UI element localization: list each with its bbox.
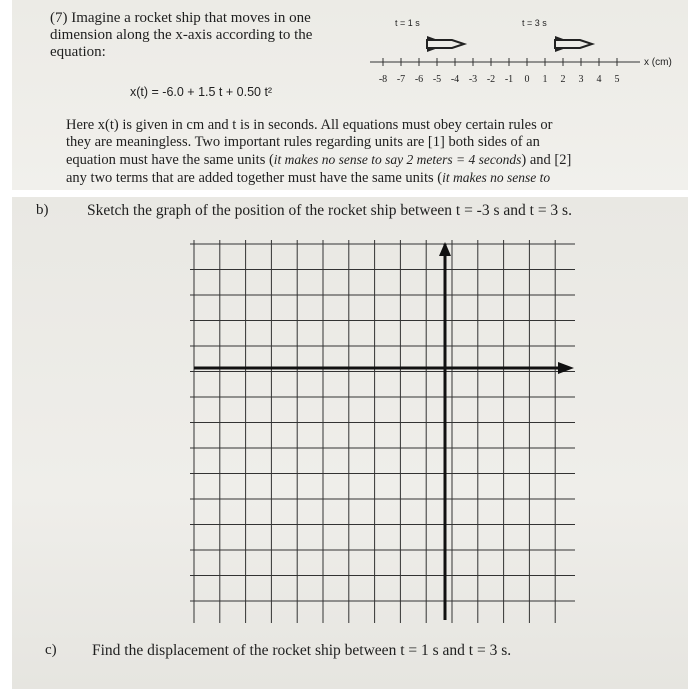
part-c-label: c)	[45, 642, 57, 658]
paragraph-line: Here x(t) is given in cm and t is in seconds. All equations must obey certain rules or	[66, 117, 553, 133]
label-t3: t = 3 s	[522, 18, 547, 28]
number-line-tick-label: 4	[596, 74, 602, 85]
number-line-tick-label: 5	[614, 74, 620, 85]
number-line-tick-label: -6	[414, 74, 424, 85]
number-line-tick-label: 2	[560, 74, 566, 85]
graph-grid	[190, 240, 580, 625]
number-line-tick-label: 1	[542, 74, 548, 85]
number-line-tick-label: -3	[468, 74, 478, 85]
label-t1: t = 1 s	[395, 18, 420, 28]
number-line-tick-label: -7	[396, 74, 406, 85]
number-line-tick-label: -5	[432, 74, 442, 85]
part-b-question: Sketch the graph of the position of the rocket ship between t = -3 s and t = 3 s.	[87, 202, 572, 219]
paragraph-line: any two terms that are added together must have the same units (it makes no sense to	[66, 170, 551, 186]
number-line-figure	[370, 30, 650, 90]
number-line-tick-label: -4	[450, 74, 460, 85]
units-paragraph	[66, 117, 626, 187]
rocket-icon	[427, 36, 464, 52]
position-equation: x(t) = -6.0 + 1.5 t + 0.50 t²	[130, 85, 273, 99]
intro-line: equation:	[50, 44, 106, 60]
number-line-tick-label: -8	[378, 74, 388, 85]
intro-line: (7) Imagine a rocket ship that moves in one	[50, 10, 311, 26]
number-line-tick-label: -2	[486, 74, 496, 85]
paragraph-line: equation must have the same units (it makes no sense to say 2 meters = 4 seconds) and [2]	[66, 152, 572, 168]
part-c-question: Find the displacement of the rocket ship between t = 1 s and t = 3 s.	[92, 642, 512, 659]
number-line-tick-label: 0	[524, 74, 530, 85]
paragraph-line: they are meaningless. Two important rules regarding units are [1] both sides of an	[66, 134, 540, 150]
number-line-tick-label: -1	[504, 74, 514, 85]
intro-line: dimension along the x-axis according to the	[50, 27, 313, 43]
axis-unit-label: x (cm)	[644, 57, 672, 68]
problem-intro	[50, 10, 370, 61]
part-b-label: b)	[36, 202, 49, 218]
horizontal-axis-arrow	[558, 362, 574, 374]
rocket-icon	[555, 36, 592, 52]
number-line-tick-label: 3	[578, 74, 584, 85]
